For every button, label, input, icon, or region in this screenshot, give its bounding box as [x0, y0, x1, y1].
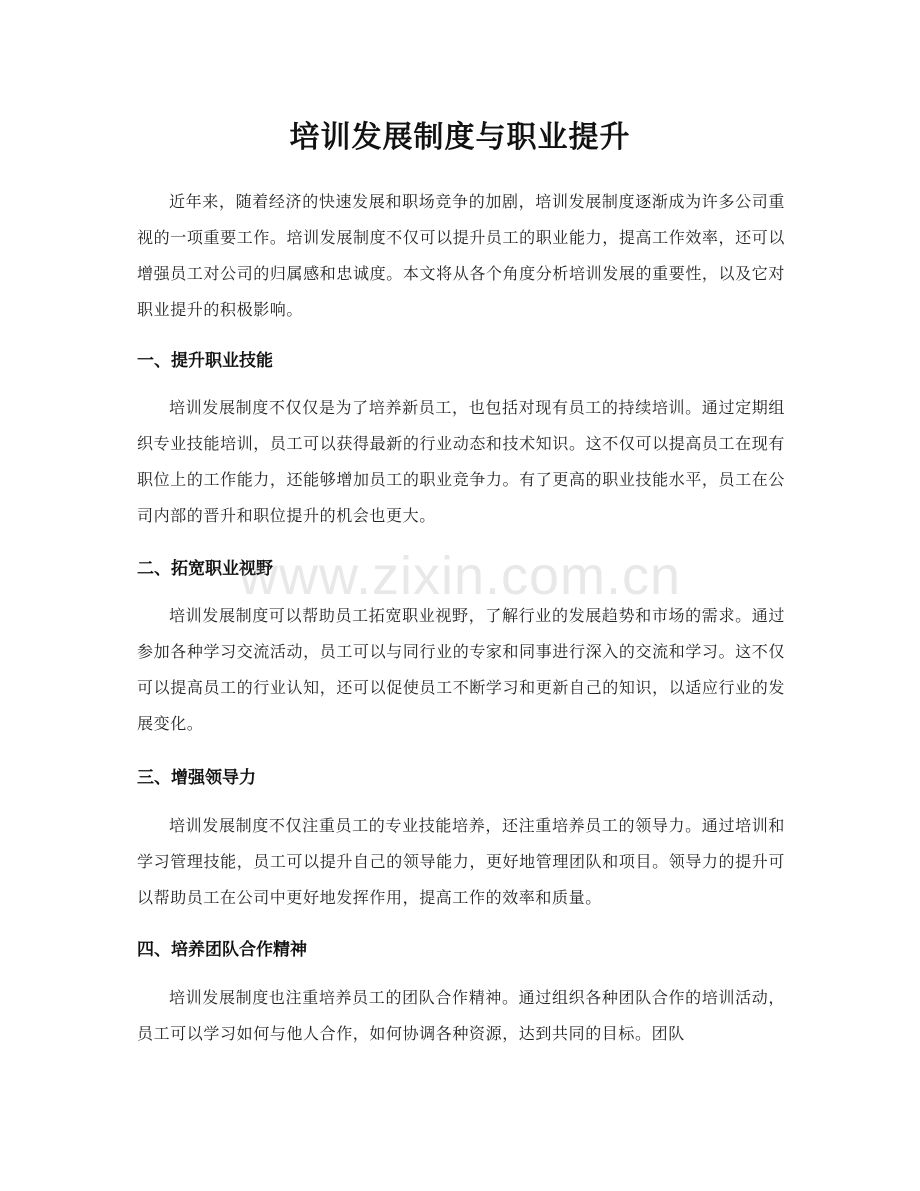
watermark: www.zixin.com.cn	[238, 546, 682, 606]
section-body-3: 培训发展制度不仅注重员工的专业技能培养，还注重培养员工的领导力。通过培训和学习管理技能，员工可以提升自己的领导能力，更好地管理团队和项目。领导力的提升可以帮助员工在公司中更好地发挥作用，提高工作的效率和质量。	[137, 816, 785, 907]
intro-paragraph: 近年来，随着经济的快速发展和职场竞争的加剧，培训发展制度逐渐成为许多公司重视的一项重要工作。培训发展制度不仅可以提升员工的职业能力，提高工作效率，还可以增强员工对公司的归属感和忠诚度。本文将从各个角度分析培训发展的重要性，以及它对职业提升的积极影响。	[137, 192, 785, 319]
section-heading-1: 一、提升职业技能	[137, 351, 273, 371]
section-body-1: 培训发展制度不仅仅是为了培养新员工，也包括对现有员工的持续培训。通过定期组织专业技能培训，员工可以获得最新的行业动态和技术知识。这不仅可以提高员工在现有职位上的工作能力，还能够增加员工的职业竞争力。有了更高的职业技能水平，员工在公司内部的晋升和职位提升的机会也更大。	[137, 398, 785, 525]
section-heading-2: 二、拓宽职业视野	[137, 559, 273, 579]
section-body-4: 培训发展制度也注重培养员工的团队合作精神。通过组织各种团队合作的培训活动，员工可以学习如何与他人合作，如何协调各种资源，达到共同的目标。团队	[137, 988, 785, 1043]
section-heading-4: 四、培养团队合作精神	[137, 940, 307, 960]
section-heading-3: 三、增强领导力	[137, 768, 256, 788]
document-title: 培训发展制度与职业提升	[289, 120, 631, 155]
section-body-2: 培训发展制度可以帮助员工拓宽职业视野，了解行业的发展趋势和市场的需求。通过参加各种学习交流活动，员工可以与同行业的专家和同事进行深入的交流和学习。这不仅可以提高员工的行业认知，还可以促使员工不断学习和更新自己的知识，以适应行业的发展变化。	[137, 606, 785, 733]
